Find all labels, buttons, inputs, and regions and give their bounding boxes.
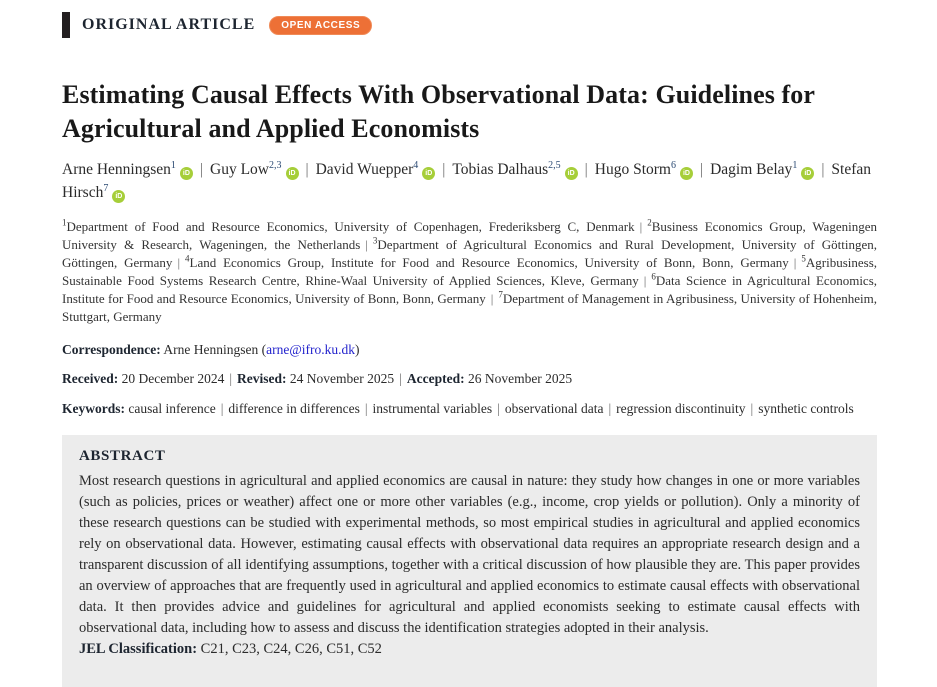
keyword-separator: | [750, 401, 754, 416]
author-separator: | [442, 161, 446, 178]
author [62, 161, 193, 178]
page-title: Estimating Causal Effects With Observational Data: Guidelines for Agricultural and Applied Economists [62, 80, 815, 143]
affiliation: $^5$Agribusiness, Sustainable Food Systems Research Centre, Rhine-Waal University of Applied Sciences, Kleve, Germany [62, 253, 877, 288]
author-affiliation-sup: 7 [103, 182, 109, 194]
author-separator: | [821, 161, 825, 178]
author-name: Tobias Dalhaus [452, 161, 549, 178]
accepted-value: 26 November 2025 [467, 371, 573, 386]
affiliation-separator: | [177, 255, 181, 270]
affiliation-sup: 5 [801, 253, 806, 264]
affiliation-sup: 1 [62, 217, 67, 228]
affiliation-sup: 3 [372, 235, 378, 246]
orcid-icon[interactable]: iD [680, 167, 693, 180]
affiliation-sup: 7 [498, 289, 503, 300]
keyword-separator: | [220, 401, 224, 416]
author-name: Dagim Belay [710, 161, 793, 178]
abstract-heading: ABSTRACT [79, 448, 166, 464]
article-type-bar [62, 12, 70, 38]
authors-line [62, 158, 877, 204]
keywords-line [62, 400, 877, 418]
affiliation: $^3$Department of Agricultural Economics and Rural Development, University of Göttingen, Göttingen, Germany [62, 235, 877, 270]
open-access-badge: OPEN ACCESS [269, 16, 372, 35]
keywords-list [128, 401, 853, 416]
jel-codes: C21, C23, C24, C26, C51, C52 [200, 641, 382, 657]
keyword: regression discontinuity [616, 401, 746, 416]
affiliation: $^2$Business Economics Group, Wageningen University & Research, Wageningen, the Netherlands [62, 217, 877, 252]
author-separator: | [305, 161, 309, 178]
author-affiliation-sup: 1 [792, 159, 798, 171]
affiliation-sup: 4 [185, 253, 190, 264]
affiliation: $^4$Land Economics Group, Institute for Food and Resource Economics, University of Bonn, Bonn, Germany [185, 253, 789, 270]
article-header [62, 12, 877, 38]
affiliation-separator: | [365, 237, 368, 252]
author-affiliation-sup: 4 [413, 159, 419, 171]
orcid-icon[interactable]: iD [422, 167, 435, 180]
dates-separator: | [229, 371, 233, 386]
orcid-icon[interactable]: iD [180, 167, 193, 180]
abstract-text: Most research questions in agricultural and applied economics are causal in nature: they study how changes in one or more variables (such as policies, prices or weather) affect one or more other variables (e.g., income, crop yields or pollution). Only a minority of these research questions can be studied with experimental methods, so most empirical studies in agricultural and applied economics rely on observational data. However, estimating causal effects with observational data requires an appropriate research design and a transparent discussion of all identifying assumptions, together with a critical discussion of how plausible they are. This paper provides an overview of approaches that are frequently used in agricultural and applied economics to estimate causal effects with observational data. It then provides advice and guidelines for agricultural and applied economists seeking to estimate causal effects with observational data, including how to assess and discuss the identification strategies adopted in their analysis. [79, 473, 860, 636]
author-affiliation-sup: 6 [670, 159, 676, 171]
keyword-separator: | [608, 401, 612, 416]
dates-line [62, 370, 877, 388]
author [595, 161, 693, 178]
author-name: Arne Henningsen [62, 161, 171, 178]
orcid-icon[interactable]: iD [801, 167, 814, 180]
author-separator: | [699, 161, 704, 178]
author [316, 161, 436, 178]
article-type-label: ORIGINAL ARTICLE [82, 16, 256, 33]
affiliation: $^6$Data Science in Agricultural Economics, Institute for Food and Resource Economics, University of Bonn, Bonn, Germany [62, 271, 878, 306]
author-name: Hugo Storm [594, 161, 671, 178]
keyword-separator: | [364, 401, 368, 416]
author-separator: | [584, 161, 588, 178]
accepted-label: Accepted: [406, 371, 465, 386]
author-affiliation-sup: 2,3 [269, 159, 282, 171]
keyword-separator: | [497, 401, 500, 416]
affiliation-sup: 2 [647, 217, 652, 228]
keyword: causal inference [128, 401, 216, 416]
jel-line [79, 639, 860, 660]
author-affiliation-sup: 1 [170, 159, 176, 171]
affiliation-separator: | [793, 255, 797, 270]
orcid-icon[interactable]: iD [286, 167, 299, 180]
keyword: synthetic controls [758, 401, 854, 416]
correspondence-name: Arne Henningsen [163, 342, 259, 357]
author [710, 161, 814, 178]
correspondence-label: Correspondence: [62, 342, 161, 357]
affiliations-text [62, 218, 877, 326]
correspondence-email-wrap: (arne@ifro.ku.dk) [261, 342, 360, 357]
received-value: 20 December 2024 [121, 371, 225, 386]
orcid-icon[interactable]: iD [565, 167, 578, 180]
received-label: Received: [62, 371, 119, 386]
affiliation: $^1$Department of Food and Resource Economics, University of Copenhagen, Frederiksberg C, Denmark [62, 217, 635, 234]
affiliation-sup: 6 [651, 271, 656, 282]
affiliation-separator: | [490, 291, 494, 306]
author-affiliation-sup: 2,5 [548, 159, 561, 171]
orcid-icon[interactable]: iD [112, 190, 125, 203]
revised-label: Revised: [237, 371, 287, 386]
keyword: difference in differences [228, 401, 360, 416]
keywords-label: Keywords: [62, 401, 125, 416]
affiliation-separator: | [639, 219, 643, 234]
keyword: observational data [504, 401, 604, 416]
keyword: instrumental variables [372, 401, 493, 416]
affiliation-separator: | [643, 273, 647, 288]
revised-value: 24 November 2025 [289, 371, 395, 386]
email-link[interactable]: arne@ifro.ku.dk [266, 342, 356, 357]
author [210, 161, 298, 178]
dates-separator: | [399, 371, 402, 386]
author-name: Guy Low [210, 161, 269, 178]
abstract-box [62, 435, 877, 687]
affiliation: $^7$Department of Management in Agribusiness, University of Hohenheim, Stuttgart, Germany [62, 289, 878, 324]
correspondence-line [62, 341, 877, 359]
author-name: David Wuepper [315, 161, 414, 178]
author-name: Stefan Hirsch [62, 161, 872, 201]
author [452, 161, 577, 178]
author-separator: | [199, 161, 204, 178]
jel-label: JEL Classification: [79, 641, 198, 657]
